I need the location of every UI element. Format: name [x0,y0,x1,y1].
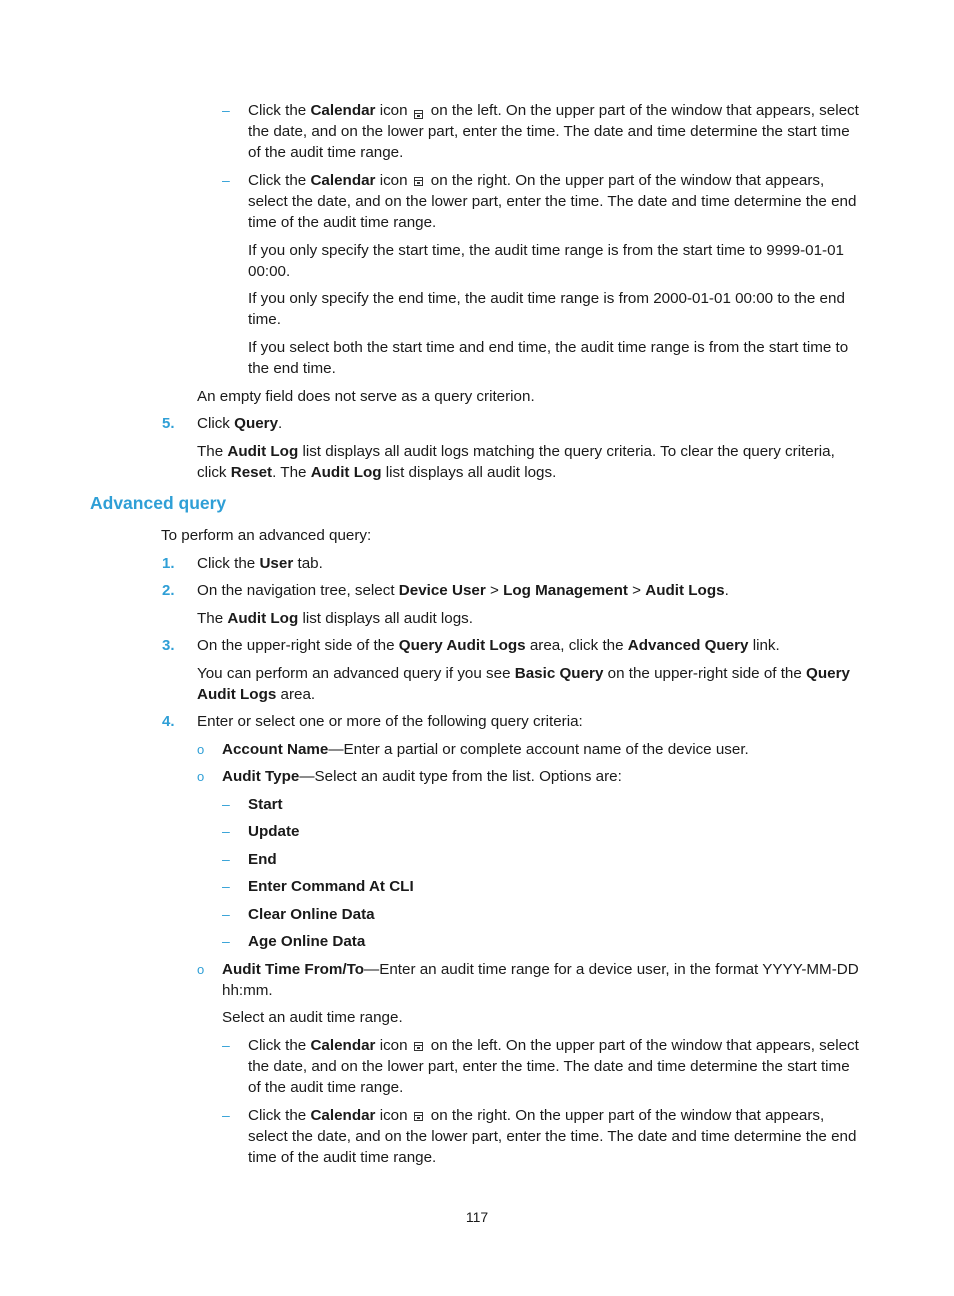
option-start: Start [248,796,283,813]
list-dash: – [222,851,230,867]
note-both: If you select both the start time and end time, the audit time range is from the start time to the end time. [248,339,849,377]
page-number: 117 [465,1209,489,1225]
calendar-start-instruction: Click the Calendar icon on the left. On the upper part of the window that appears, select the date, and on the lower part, enter the time. The date and time determine the start time of the audit time range. [248,102,859,161]
calendar-start-instruction: Click the Calendar icon on the left. On the upper part of the window that appears, select the date, and on the lower part, enter the time. The date and time determine the start time of the audit time range. [248,1037,859,1096]
option-clear-online-data: Clear Online Data [248,906,375,923]
list-dash: – [222,102,230,118]
step-advanced-note: You can perform an advanced query if you see Basic Query on the upper-right side of the Query Audit Logs area. [197,665,850,703]
option-enter-command: Enter Command At CLI [248,878,414,895]
section-heading: Advanced query [90,493,227,513]
calendar-icon [414,110,423,119]
list-bullet: o [197,769,205,784]
list-dash: – [222,1107,230,1123]
calendar-icon [414,1042,423,1051]
list-dash: – [222,906,230,922]
note-start-only: If you only specify the start time, the audit time range is from the start time to 9999-01-01 00:00. [248,242,844,280]
note-end-only: If you only specify the end time, the audit time range is from 2000-01-01 00:00 to the end time. [248,290,845,328]
option-age-online-data: Age Online Data [248,933,366,950]
select-range-text: Select an audit time range. [222,1009,403,1026]
criterion-audit-type: Audit Type—Select an audit type from the list. Options are: [222,768,622,785]
step-advanced-link: On the upper-right side of the Query Audit Logs area, click the Advanced Query link. [197,637,780,654]
step-criteria: Enter or select one or more of the following query criteria: [197,713,583,730]
step-number: 4. [162,713,175,730]
option-update: Update [248,823,300,840]
step-number: 3. [162,637,175,654]
calendar-end-instruction: Click the Calendar icon on the right. On the upper part of the window that appears, select the date, and on the lower part, enter the time. The date and time determine the end time of the audit time range. [248,1107,857,1166]
calendar-end-instruction: Click the Calendar icon on the right. On the upper part of the window that appears, select the date, and on the lower part, enter the time. The date and time determine the end time of the audit time range. [248,172,857,231]
list-bullet: o [197,742,205,757]
list-dash: – [222,796,230,812]
step-user-tab: Click the User tab. [197,555,323,572]
list-dash: – [222,1037,230,1053]
list-dash: – [222,172,230,188]
step-number: 2. [162,582,175,599]
list-dash: – [222,823,230,839]
step-navigation-result: The Audit Log list displays all audit logs. [197,610,473,627]
step-number: 5. [162,415,175,432]
step-click-query: Click Query. [197,415,283,432]
option-end: End [248,851,277,868]
query-result-text: The Audit Log list displays all audit logs matching the query criteria. To clear the query criteria, click Reset. The Audit Log list displays all audit logs. [197,443,835,481]
step-navigation: On the navigation tree, select Device User > Log Management > Audit Logs. [197,582,729,599]
criterion-audit-time: Audit Time From/To—Enter an audit time range for a device user, in the format YYYY-MM-DD hh:mm. [222,961,859,999]
calendar-icon [414,177,423,186]
empty-field-note: An empty field does not serve as a query criterion. [197,388,535,405]
list-bullet: o [197,962,205,977]
calendar-icon [414,1112,423,1121]
criterion-account-name: Account Name—Enter a partial or complete account name of the device user. [222,741,749,758]
section-intro: To perform an advanced query: [161,527,372,544]
step-number: 1. [162,555,175,572]
list-dash: – [222,878,230,894]
list-dash: – [222,933,230,949]
